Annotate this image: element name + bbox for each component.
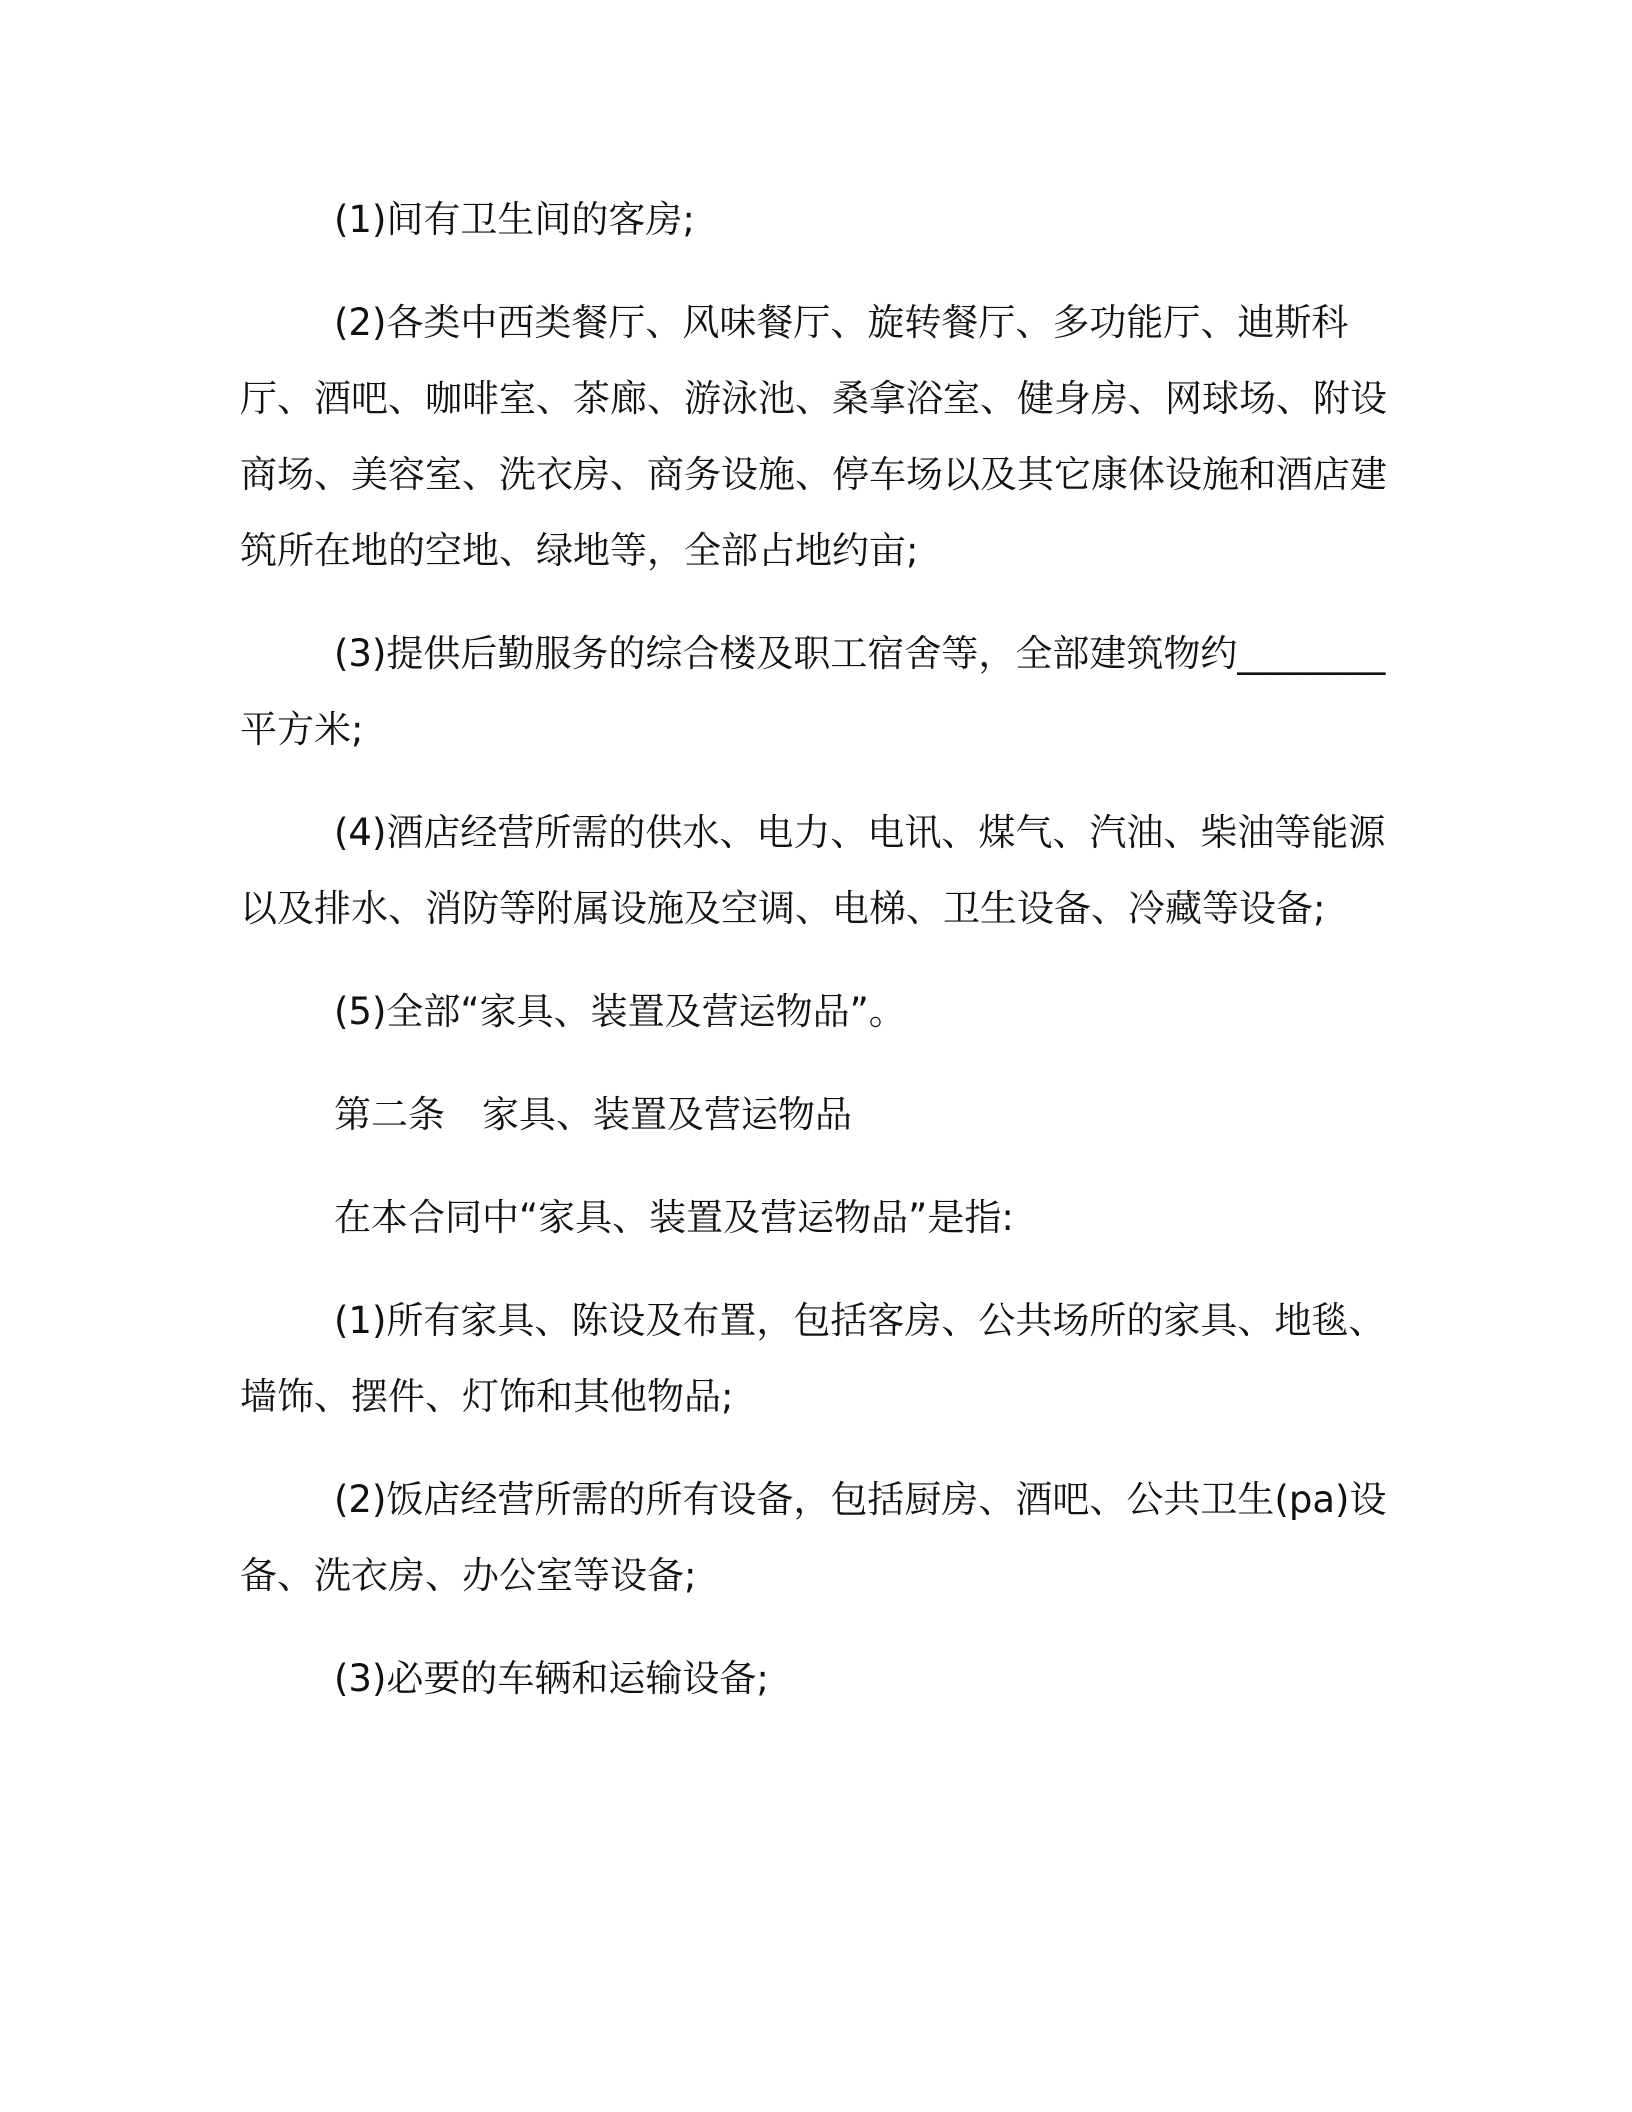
list-item-vehicles: (3)必要的车辆和运输设备; [334,1657,769,1700]
list-item-utilities: (4)酒店经营所需的供水、电力、电讯、煤气、汽油、柴油等能源以及排水、消防等附属设施及空调、电梯、卫生设备、冷藏等设备; [240,811,1386,930]
list-item-facilities: (2)各类中西类餐厅、风味餐厅、旋转餐厅、多功能厅、迪斯科厅、酒吧、咖啡室、茶廊、游泳池、桑拿浴室、健身房、网球场、附设商场、美容室、洗衣房、商务设施、停车场以及其它康体设施和酒店建筑所在地的空地、绿地等，全部占地约亩; [240,301,1387,572]
definition-intro: 在本合同中“家具、装置及营运物品”是指: [334,1196,1014,1239]
article-heading: 第二条 家具、装置及营运物品 [334,1093,852,1136]
document-body [240,182,1390,1744]
list-item-service-buildings: (3)提供后勤服务的综合楼及职工宿舍等，全部建筑物约________平方米; [240,632,1386,751]
list-item-guest-rooms: (1)间有卫生间的客房; [334,198,695,241]
list-item-furniture-all: (5)全部“家具、装置及营运物品”。 [334,990,906,1033]
list-item-equipment: (2)饭店经营所需的所有设备，包括厨房、酒吧、公共卫生(pa)设备、洗衣房、办公室等设备; [240,1478,1387,1597]
list-item-furnishings: (1)所有家具、陈设及布置，包括客房、公共场所的家具、地毯、墙饰、摆件、灯饰和其他物品; [240,1299,1386,1418]
